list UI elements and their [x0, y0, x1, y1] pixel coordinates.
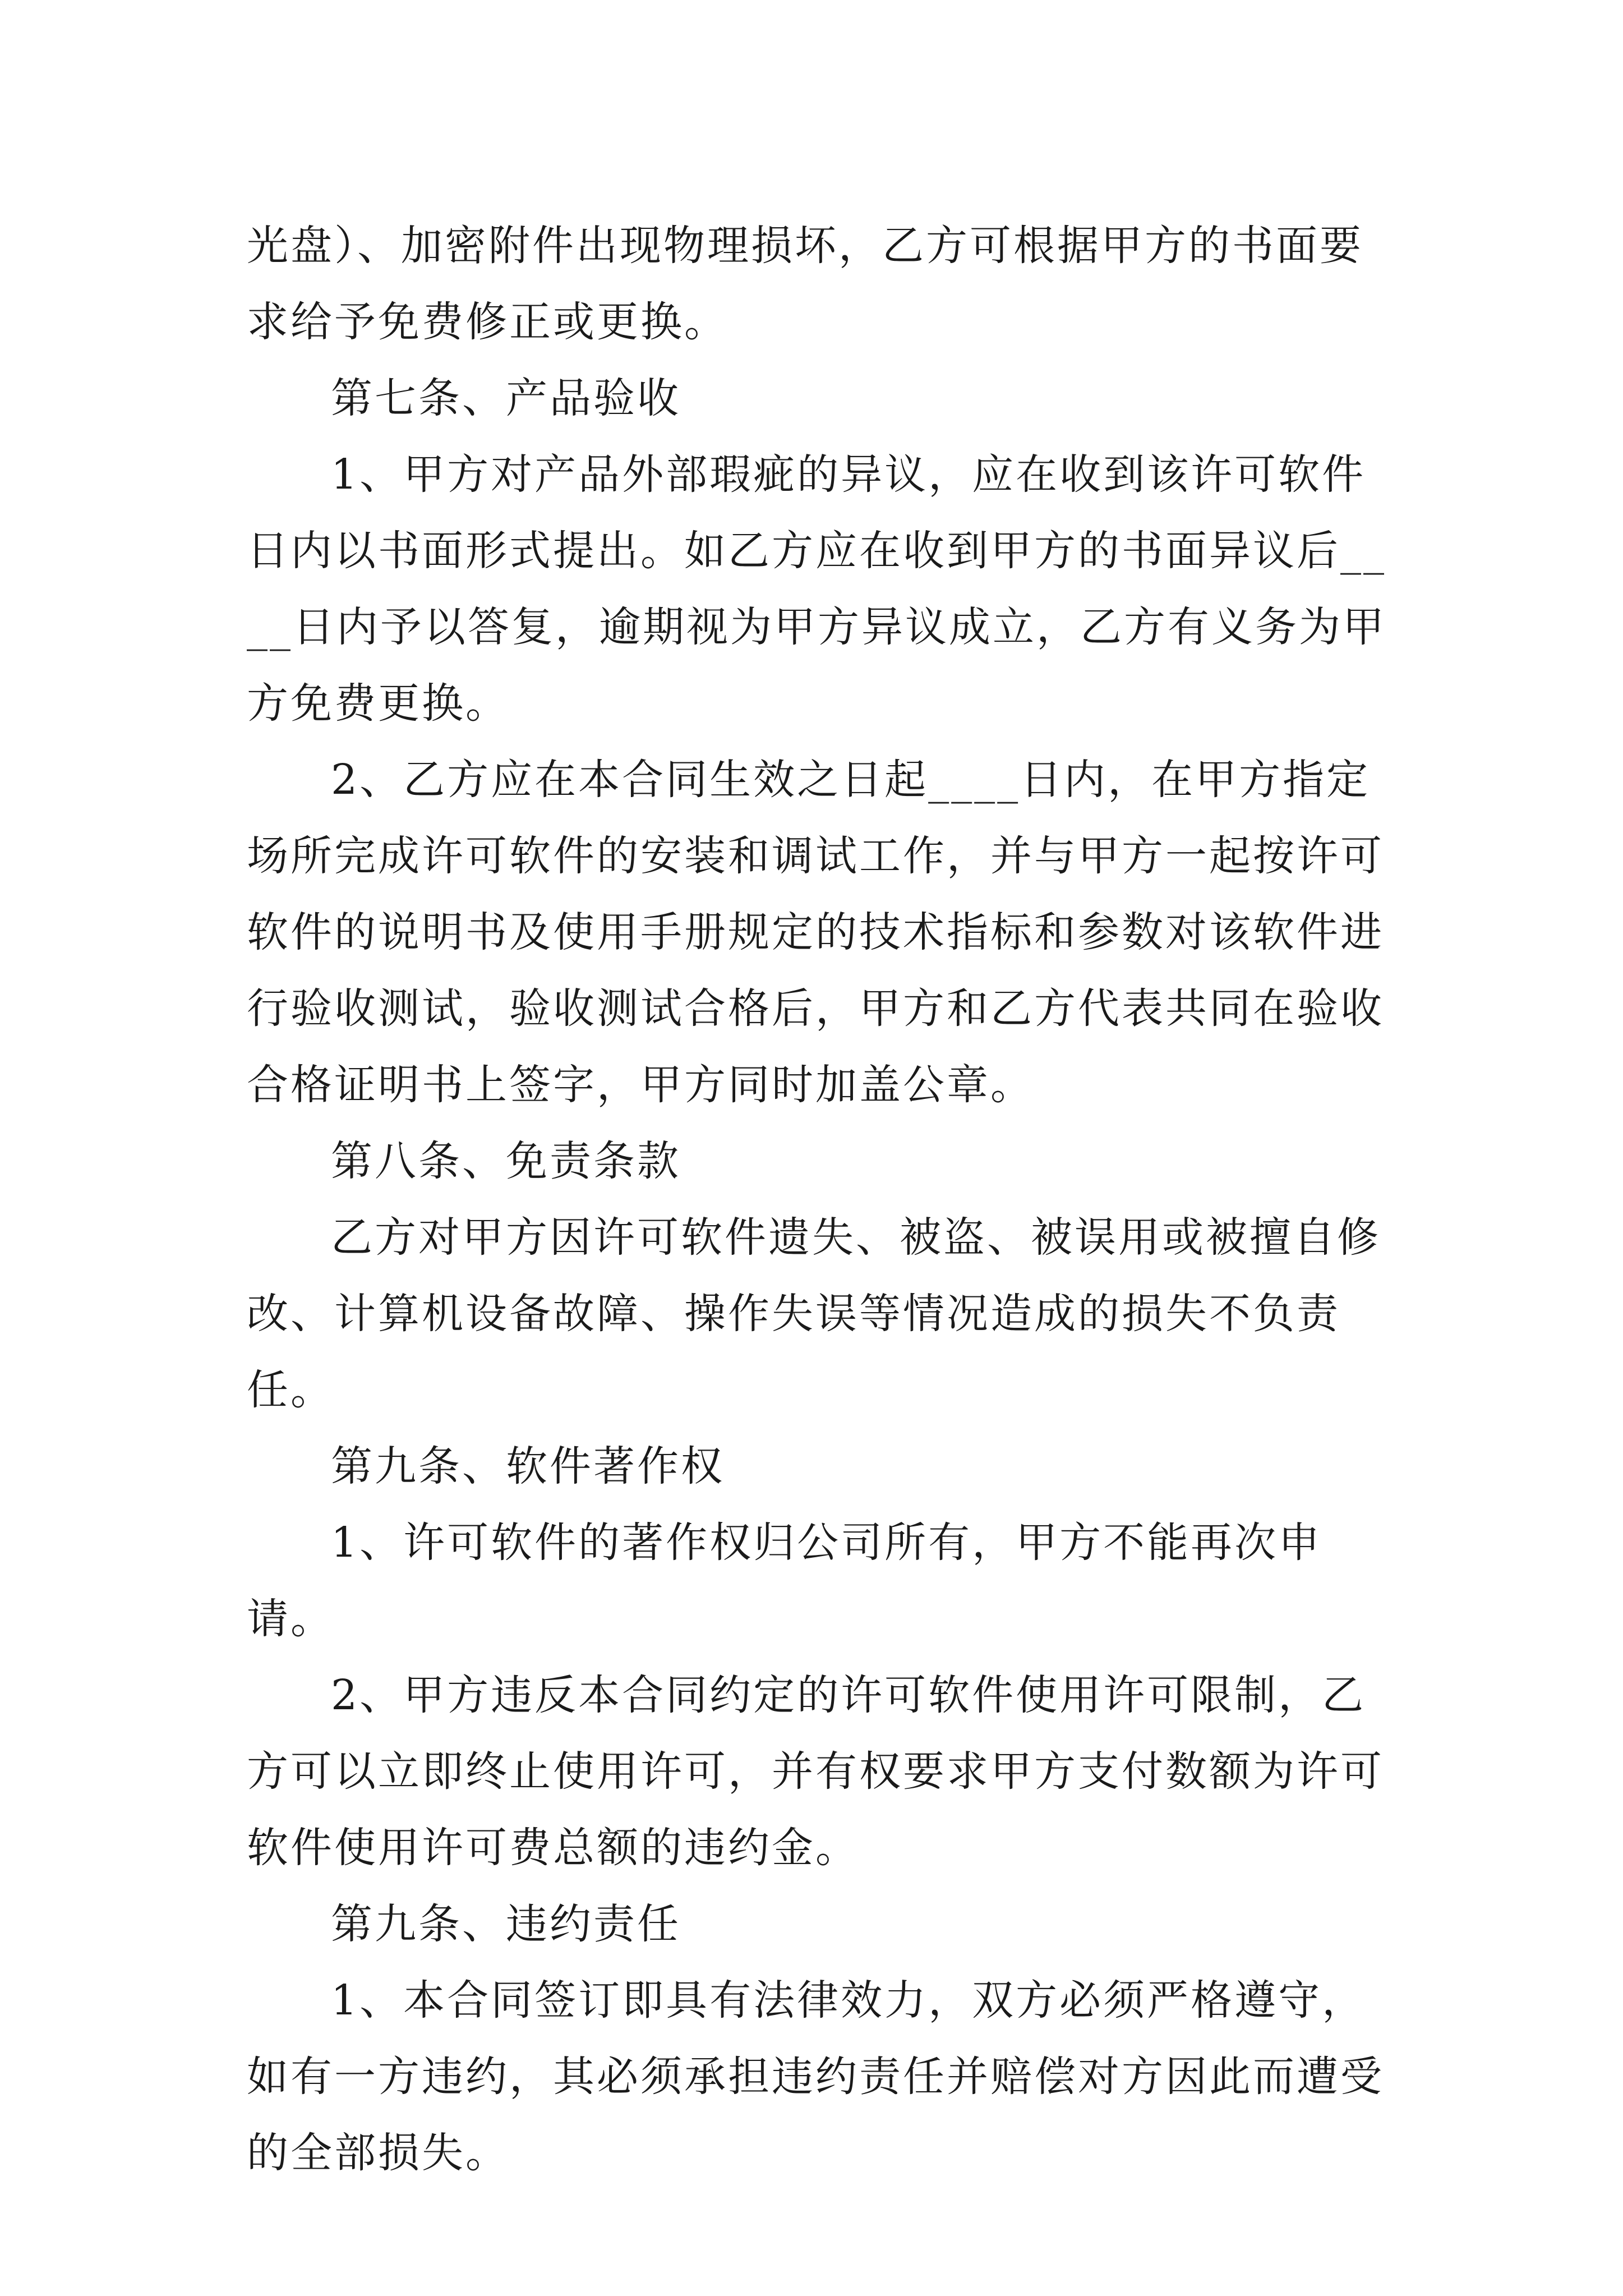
paragraph-article-7-clause-2: 2、乙方应在本合同生效之日起____日内，在甲方指定场所完成许可软件的安装和调试工作，并与甲方一起按许可软件的说明书及使用手册规定的技术指标和参数对该软件进行验收测试，验收测试合格后，甲方和乙方代表共同在验收合格证明书上签字，甲方同时加盖公章。	[247, 756, 1384, 1109]
section-heading-article-8: 第八条、免责条款	[331, 1137, 681, 1185]
paragraph-breach-clause-1: 1、本合同签订即具有法律效力，双方必须严格遵守，如有一方违约，其必须承担违约责任并赔偿对方因此而遭受的全部损失。	[247, 1976, 1384, 2177]
paragraph-article-7-clause-1: 1、甲方对产品外部瑕疵的异议，应在收到该许可软件日内以书面形式提出。如乙方应在收到甲方的书面异议后____日内予以答复，逾期视为甲方异议成立，乙方有义务为甲方免费更换。	[247, 450, 1386, 728]
paragraph-continuation: 光盘）、加密附件出现物理损坏，乙方可根据甲方的书面要求给予免费修正或更换。	[247, 222, 1363, 346]
paragraph-article-9-clause-1: 1、许可软件的著作权归公司所有，甲方不能再次申请。	[247, 1519, 1322, 1643]
section-heading-article-9-copyright: 第九条、软件著作权	[331, 1442, 725, 1490]
paragraph-article-8: 乙方对甲方因许可软件遗失、被盗、被误用或被擅自修改、计算机设备故障、操作失误等情况造成的损失不负责任。	[247, 1213, 1381, 1414]
section-heading-article-9-breach: 第九条、违约责任	[331, 1900, 681, 1948]
paragraph-article-9-clause-2: 2、甲方违反本合同约定的许可软件使用许可限制，乙方可以立即终止使用许可，并有权要求甲方支付数额为许可软件使用许可费总额的违约金。	[247, 1671, 1384, 1872]
section-heading-article-7: 第七条、产品验收	[331, 374, 681, 422]
document-body	[247, 208, 1391, 2191]
